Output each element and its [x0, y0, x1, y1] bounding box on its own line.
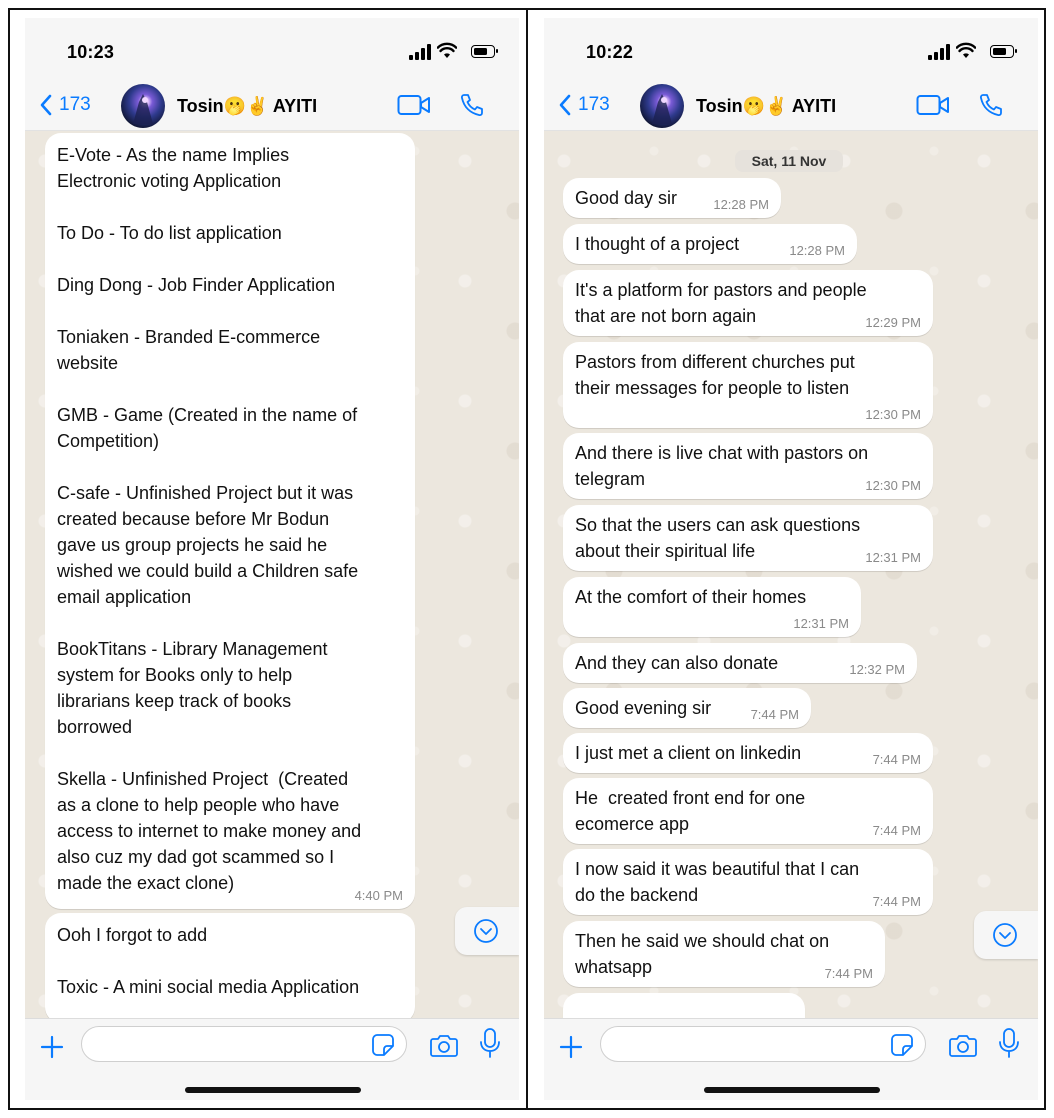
microphone-icon[interactable]: [479, 1027, 501, 1059]
chevron-left-icon: [39, 94, 53, 116]
message-time: 7:44 PM: [824, 966, 873, 981]
message-text: I thought of a project: [575, 234, 740, 254]
message-bubble[interactable]: [563, 433, 933, 499]
composer-bar: [544, 1018, 1038, 1100]
scroll-down-button[interactable]: [974, 911, 1038, 959]
message-bubble[interactable]: [563, 993, 805, 1018]
wifi-icon: [956, 42, 976, 60]
date-separator: Sat, 11 Nov: [735, 150, 843, 172]
message-text: Good day sir: [575, 188, 678, 208]
message-bubble[interactable]: [563, 849, 933, 915]
message-bubble[interactable]: [563, 643, 917, 683]
home-indicator[interactable]: [704, 1087, 880, 1093]
phone-call-icon[interactable]: [459, 92, 485, 118]
message-bubble[interactable]: [45, 913, 415, 1018]
message-text: He created front end for one ecomerce app: [575, 788, 806, 834]
message-time: 12:30 PM: [865, 407, 921, 422]
message-time: 7:44 PM: [872, 823, 921, 838]
scroll-down-button[interactable]: [455, 907, 519, 955]
message-text: At the comfort of their homes: [575, 587, 807, 607]
message-text: And they can also donate: [575, 653, 779, 673]
message-bubble[interactable]: [563, 342, 933, 428]
message-time: 12:28 PM: [789, 243, 845, 258]
back-button[interactable]: [558, 90, 610, 120]
sticker-icon[interactable]: [371, 1033, 395, 1057]
phone-screen-left: [25, 18, 519, 1100]
message-text: I now said it was beautiful that I can do the backend: [575, 859, 860, 905]
message-text: Then he said we should chat on whatsapp: [575, 931, 830, 977]
battery-icon: [471, 45, 495, 58]
message-bubble[interactable]: [563, 778, 933, 844]
message-time: 12:31 PM: [793, 616, 849, 631]
message-input[interactable]: [81, 1026, 407, 1062]
plus-icon[interactable]: [558, 1034, 584, 1060]
status-bar: [25, 18, 519, 82]
phone-screen-right: [544, 18, 1038, 1100]
unread-count: 173: [59, 94, 91, 115]
message-time: 7:44 PM: [872, 894, 921, 909]
message-time: 12:32 PM: [849, 662, 905, 677]
status-time: 10:23: [67, 42, 115, 62]
message-text: Pastors from different churches put their messages for people to listen: [575, 352, 855, 398]
message-text: And there is live chat with pastors on telegram: [575, 443, 869, 489]
chat-header: [544, 82, 1038, 131]
video-call-icon[interactable]: [916, 94, 950, 116]
camera-icon[interactable]: [948, 1031, 978, 1059]
avatar[interactable]: [640, 84, 684, 128]
chevron-down-icon: [992, 922, 1018, 948]
contact-name[interactable]: Tosin🫢✌️ AYITI: [696, 96, 837, 116]
message-bubble[interactable]: [563, 270, 933, 336]
back-button[interactable]: [39, 90, 91, 120]
video-call-icon[interactable]: [397, 94, 431, 116]
message-text: It's a platform for pastors and people that are not born again: [575, 280, 867, 326]
message-bubble[interactable]: [563, 688, 811, 728]
status-time: 10:22: [586, 42, 634, 62]
chat-header: [25, 82, 519, 131]
message-time: 7:44 PM: [872, 752, 921, 767]
contact-name[interactable]: Tosin🫢✌️ AYITI: [177, 96, 318, 116]
sticker-icon[interactable]: [890, 1033, 914, 1057]
camera-icon[interactable]: [429, 1031, 459, 1059]
panel-divider: [526, 8, 528, 1110]
message-text: E-Vote - As the name Implies Electronic voting Application To Do - To do list application Ding Dong - Job Finder Application Toniaken - Branded E-commerce website GMB - Game (Created in the name of Competition) C-safe - Unfinished Project but it was created because before Mr Bodun gave us group projects he said he wished we could build a Children safe email application BookTitans - Library Management system for Books only to help librarians keep track of books borrowed Skella - Unfinished Project (Created as a clone to help people who have access to internet to make money and also cuz my dad got scammed so I made the exact clone): [57, 145, 362, 893]
chevron-left-icon: [558, 94, 572, 116]
message-time: 7:44 PM: [750, 707, 799, 722]
message-bubble[interactable]: [563, 577, 861, 637]
unread-count: 173: [578, 94, 610, 115]
phone-call-icon[interactable]: [978, 92, 1004, 118]
chevron-down-icon: [473, 918, 499, 944]
message-bubble[interactable]: [563, 921, 885, 987]
message-bubble[interactable]: [45, 133, 415, 909]
message-text: I just met a client on linkedin: [575, 743, 802, 763]
message-bubble[interactable]: [563, 224, 857, 264]
message-text: So that the users can ask questions about their spiritual life: [575, 515, 861, 561]
signal-icon: [409, 44, 433, 60]
signal-icon: [928, 44, 952, 60]
home-indicator[interactable]: [185, 1087, 361, 1093]
message-bubble[interactable]: [563, 733, 933, 773]
status-bar: [544, 18, 1038, 82]
composer-bar: [25, 1018, 519, 1100]
message-text: Ooh I forgot to add Toxic - A mini social media Application: [57, 925, 360, 997]
message-time: 12:31 PM: [865, 550, 921, 565]
chat-area[interactable]: [25, 131, 519, 1018]
microphone-icon[interactable]: [998, 1027, 1020, 1059]
message-text: Good evening sir: [575, 698, 712, 718]
message-input[interactable]: [600, 1026, 926, 1062]
plus-icon[interactable]: [39, 1034, 65, 1060]
avatar[interactable]: [121, 84, 165, 128]
message-bubble[interactable]: [563, 505, 933, 571]
message-time: 4:40 PM: [354, 888, 403, 903]
chat-area[interactable]: [544, 131, 1038, 1018]
message-bubble[interactable]: [563, 178, 781, 218]
wifi-icon: [437, 42, 457, 60]
message-time: 12:28 PM: [713, 197, 769, 212]
message-time: 12:29 PM: [865, 315, 921, 330]
battery-icon: [990, 45, 1014, 58]
message-time: 12:30 PM: [865, 478, 921, 493]
